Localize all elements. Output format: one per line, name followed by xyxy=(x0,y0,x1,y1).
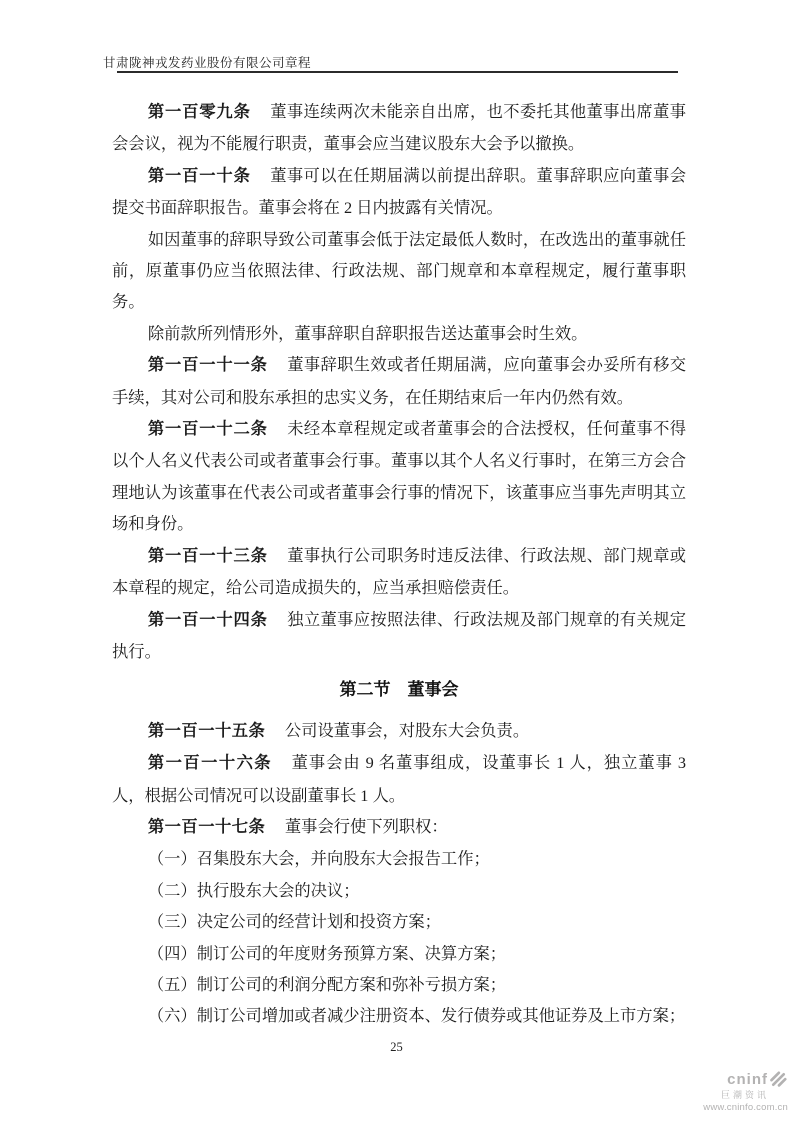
article-number: 第一百一十七条 xyxy=(147,817,266,836)
paragraph-article-111 xyxy=(112,349,686,413)
paragraph-text: （五）制订公司的利润分配方案和弥补亏损方案； xyxy=(147,974,507,994)
document-body xyxy=(112,96,686,1032)
paragraph-text: （一）召集股东大会，并向股东大会报告工作； xyxy=(147,849,490,869)
page-number: 25 xyxy=(390,1040,403,1054)
article-number: 第一百零九条 xyxy=(147,103,251,121)
paragraph-text: 除前款所列情形外，董事辞职自辞职报告送达董事会时生效。 xyxy=(147,323,588,343)
paragraph-text: （三）决定公司的经营计划和投资方案； xyxy=(147,912,441,932)
list-item-4 xyxy=(112,938,686,969)
cninfo-logo xyxy=(668,1070,788,1113)
paragraph-text: 董事辞职生效或者任期届满，应向董事会办妥所有移交手续，其对公司和股东承担的忠实义务，在任期结束后一年内仍然有效。 xyxy=(112,355,686,407)
list-item-6 xyxy=(112,1000,686,1031)
paragraph-text: 董事连续两次未能亲自出席，也不委托其他董事出席董事会会议，视为不能履行职责，董事会应当建议股东大会予以撤换。 xyxy=(112,102,686,154)
list-item-5 xyxy=(112,969,686,1000)
article-number: 第一百一十三条 xyxy=(147,546,268,565)
paragraph-article-113 xyxy=(112,540,686,604)
paragraph-article-112 xyxy=(112,413,686,540)
header-divider xyxy=(117,71,678,73)
article-number: 第一百一十条 xyxy=(147,166,251,185)
logo-brand-text: cninf xyxy=(727,1071,768,1088)
article-number: 第一百一十五条 xyxy=(147,721,266,740)
logo-chinese-name: 巨潮资讯 xyxy=(720,1090,769,1100)
paragraph xyxy=(112,224,686,318)
page-header-title: 甘肃陇神戎发药业股份有限公司章程 xyxy=(103,56,312,70)
paragraph-article-116 xyxy=(112,747,686,811)
article-number: 第一百一十二条 xyxy=(147,420,268,439)
paragraph-article-117 xyxy=(112,811,686,843)
list-item-2 xyxy=(112,875,686,906)
paragraph xyxy=(112,318,686,349)
cninfo-swirl-icon xyxy=(769,1070,788,1089)
paragraph-text: 公司设董事会，对股东大会负责。 xyxy=(284,720,530,740)
paragraph-text: 未经本章程规定或者董事会的合法授权，任何董事不得以个人名义代表公司或者董事会行事。董事以其个人名义行事时，在第三方会合理地认为该董事在代表公司或者董事会行事的情况下，该董事应当事先声明其立场和身份。 xyxy=(112,419,686,534)
paragraph-text: 董事会由 9 名董事组成，设董事长 1 人，独立董事 3 人，根据公司情况可以设副董事长 1 人。 xyxy=(112,753,686,805)
paragraph-article-110 xyxy=(112,160,686,224)
article-number: 第一百一十一条 xyxy=(147,356,268,375)
paragraph-text: （二）执行股东大会的决议； xyxy=(147,880,360,900)
article-number: 第一百一十四条 xyxy=(147,610,268,629)
article-number: 第一百一十六条 xyxy=(147,754,273,773)
paragraph-text: 如因董事的辞职导致公司董事会低于法定最低人数时，在改选出的董事就任前，原董事仍应当依照法律、行政法规、部门规章和本章程规定，履行董事职务。 xyxy=(112,229,686,312)
list-item-1 xyxy=(112,843,686,874)
logo-url-text: www.cninfo.com.cn xyxy=(703,1102,788,1113)
paragraph-article-109 xyxy=(112,96,686,160)
paragraph-article-115 xyxy=(112,715,686,747)
paragraph-text: 董事可以在任期届满以前提出辞职。董事辞职应向董事会提交书面辞职报告。董事会将在 2 日内披露有关情况。 xyxy=(112,165,686,218)
paragraph-text: 董事执行公司职务时违反法律、行政法规、部门规章或本章程的规定，给公司造成损失的，应当承担赔偿责任。 xyxy=(112,545,686,598)
paragraph-text: （六）制订公司增加或者减少注册资本、发行债券或其他证券及上市方案； xyxy=(147,1006,686,1026)
paragraph-text: （四）制订公司的年度财务预算方案、决算方案； xyxy=(147,943,507,963)
section-heading: 第二节 董事会 xyxy=(339,680,459,700)
paragraph-article-114 xyxy=(112,604,686,668)
paragraph-text: 独立董事应按照法律、行政法规及部门规章的有关规定执行。 xyxy=(112,609,686,661)
logo-brand-row xyxy=(668,1070,788,1089)
paragraph-text: 董事会行使下列职权： xyxy=(284,816,448,836)
list-item-3 xyxy=(112,906,686,937)
